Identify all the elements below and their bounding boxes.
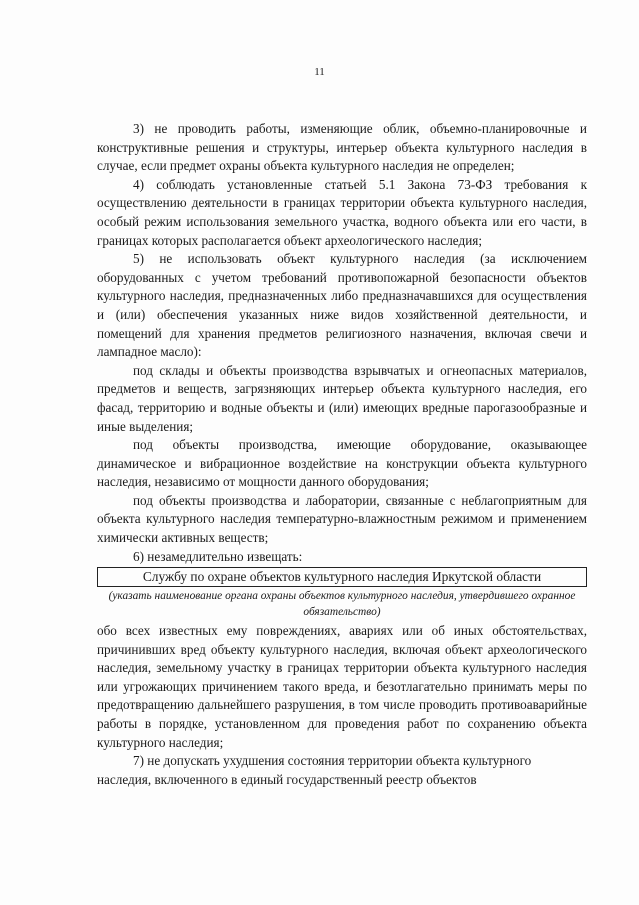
paragraph-item-5: 5) не использовать объект культурного наследия (за исключением оборудованных с учетом требований противопожарной безопасности объектов культурного наследия, предназначенных либо предназначавшихся для осуществления и (или) обеспечения указанных ниже видов хозяйственной деятельности, и помещений для хранения предметов религиозного назначения, включая свечи и лампадное масло): bbox=[97, 251, 587, 360]
paragraph-production-vibration: под объекты производства, имеющие оборудование, оказывающее динамическое и вибрационное воздействие на конструкции объекта культурного наследия, независимо от мощности данного оборудования; bbox=[97, 437, 587, 490]
authority-name-hint: (указать наименование органа охраны объектов культурного наследия, утвердившего охранное обязательство) bbox=[108, 590, 576, 618]
paragraph-item-7: 7) не допускать ухудшения состояния территории объекта культурного bbox=[133, 753, 532, 769]
paragraph-item-7-continuation: наследия, включенного в единый государственный реестр объектов bbox=[97, 771, 477, 787]
paragraph-warehouses: под склады и объекты производства взрывчатых и огнеопасных материалов, предметов и веществ, загрязняющих интерьер объекта культурного наследия, его фасад, территорию и водные объекты и (или) имеющих вредные парогазообразные и иные выделения; bbox=[97, 362, 587, 434]
authority-name-box: Службу по охране объектов культурного наследия Иркутской области bbox=[97, 567, 587, 587]
page-number: 11 bbox=[314, 66, 325, 78]
obligations-text-top bbox=[97, 120, 587, 566]
paragraph-item-4: 4) соблюдать установленные статьей 5.1 Закона 73-ФЗ требования к осуществлению деятельности в границах территории объекта культурного наследия, особый режим использования земельного участка, водного объекта или его части, в границах которых располагается объект археологического наследия; bbox=[97, 176, 587, 248]
paragraph-item-3: 3) не проводить работы, изменяющие облик, объемно-планировочные и конструктивные решения и структуры, интерьер объекта культурного наследия в случае, если предмет охраны объекта культурного наследия не определен; bbox=[97, 121, 587, 174]
paragraph-notification: обо всех известных ему повреждениях, авариях или об иных обстоятельствах, причинивших вред объекту культурного наследия, включая объект археологического наследия, земельному участку в границах территории объекта культурного наследия или угрожающих причинением такого вреда, и безотлагательно принимать меры по предотвращению дальнейшего разрушения, в том числе проводить противоаварийные работы в порядке, установленном для проведения работ по сохранению объекта культурного наследия; bbox=[97, 623, 587, 750]
paragraph-item-6: 6) незамедлительно извещать: bbox=[133, 548, 303, 564]
obligations-text-bottom bbox=[97, 622, 587, 789]
paragraph-production-labs: под объекты производства и лаборатории, связанные с неблагоприятным для объекта культурного наследия температурно-влажностным режимом и применением химически активных веществ; bbox=[97, 492, 587, 546]
